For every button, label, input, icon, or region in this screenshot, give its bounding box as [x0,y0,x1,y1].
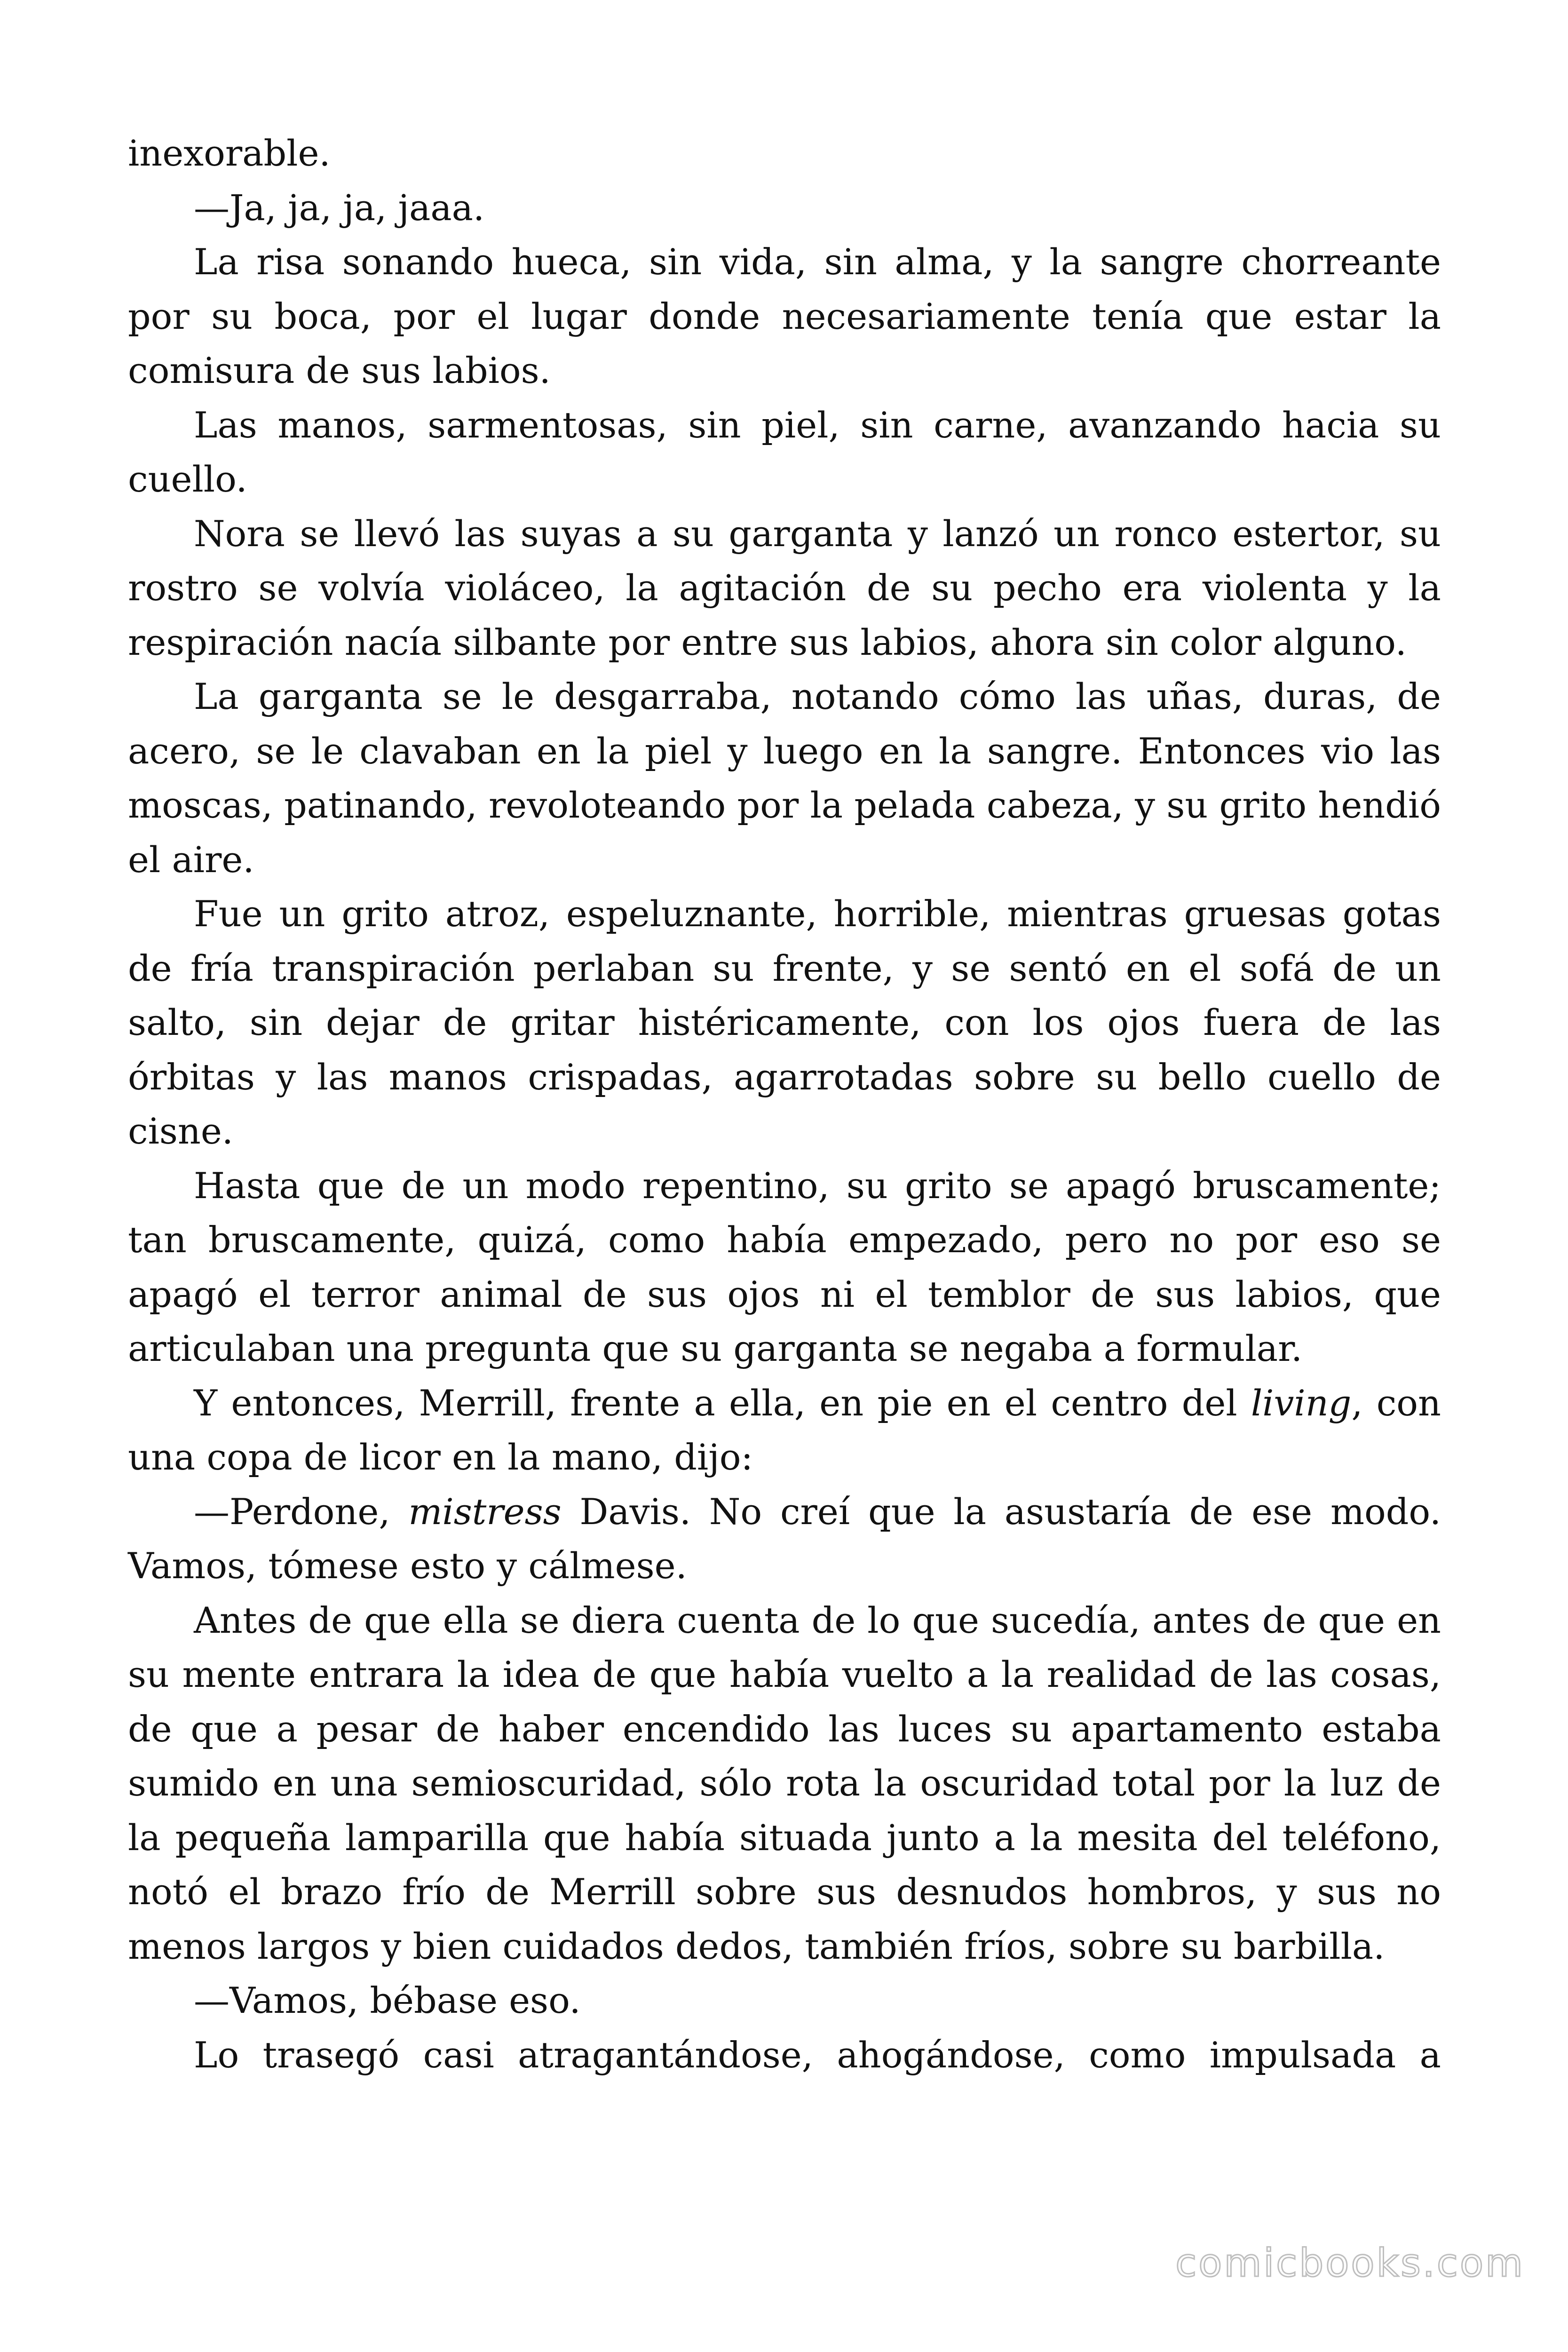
paragraph [128,1593,1441,1974]
text-run: La risa sonando hueca, sin vida, sin alma, y la sangre chorreante por su boca, por el lugar donde necesariamente tenía que estar la comisura de sus labios. [128,241,1441,391]
page-body [128,126,1441,2082]
text-run: Hasta que de un modo repentino, su grito se apagó bruscamente; tan bruscamente, quizá, como había empezado, pero no por eso se apagó el terror animal de sus ojos ni el temblor de sus labios, que articulaban una pregunta que su garganta se negaba a formular. [128,1164,1441,1369]
text-run: Y entonces, Merrill, frente a ella, en pie en el centro del [194,1382,1251,1424]
text-run: —Perdone, [194,1490,409,1533]
text-run: Las manos, sarmentosas, sin piel, sin carne, avanzando hacia su cuello. [128,404,1441,500]
dialogue-paragraph [128,181,1441,235]
text-run: Fue un grito atroz, espeluznante, horrible, mientras gruesas gotas de fría transpiración perlaban su frente, y se sentó en el sofá de un salto, sin dejar de gritar histéricamente, con los ojos fuera de las órbitas y las manos crispadas, agarrotadas sobre su bello cuello de cisne. [128,893,1441,1152]
text-run: La garganta se le desgarraba, notando cómo las uñas, duras, de acero, se le clavaban en la piel y luego en la sangre. Entonces vio las moscas, patinando, revoloteando por la pelada cabeza, y su grito hendió el aire. [128,675,1441,881]
text-run: , con una copa de licor en la mano, dijo: [128,1382,1441,1478]
paragraph [128,126,1441,181]
paragraph [128,669,1441,887]
paragraph [128,398,1441,507]
watermark: comicbooks.com [1175,2241,1525,2286]
text-run: —Ja, ja, ja, jaaa. [194,186,485,229]
text-run: Antes de que ella se diera cuenta de lo que sucedía, antes de que en su mente entrara la idea de que había vuelto a la realidad de las cosas, de que a pesar de haber encendido las luces su apartamento estaba sumido en una semioscuridad, sólo rota la oscuridad total por la luz de la pequeña lamparilla que había situada junto a la mesita del teléfono, notó el brazo frío de Merrill sobre sus desnudos hombros, y sus no menos largos y bien cuidados dedos, también fríos, sobre su barbilla. [128,1599,1441,1967]
paragraph [128,1376,1441,1485]
paragraph [128,2028,1441,2082]
dialogue-paragraph [128,1485,1441,1593]
paragraph [128,1159,1441,1376]
text-run: Nora se llevó las suyas a su garganta y lanzó un ronco estertor, su rostro se volvía violáceo, la agitación de su pecho era violenta y la respiración nacía silbante por entre sus labios, ahora sin color alguno. [128,512,1441,663]
text-run: Lo trasegó casi atragantándose, ahogándose, como impulsada a [194,2034,1441,2076]
paragraph [128,887,1441,1159]
dialogue-paragraph [128,1973,1441,2028]
italic-text: mistress [408,1490,562,1533]
text-run: —Vamos, bébase eso. [194,1979,581,2021]
italic-text: living [1251,1382,1352,1424]
text-run: Davis. No creí que la asustaría de ese modo. Vamos, tómese esto y cálmese. [128,1490,1441,1587]
text-run: inexorable. [128,132,331,174]
paragraph [128,507,1441,670]
paragraph [128,235,1441,398]
